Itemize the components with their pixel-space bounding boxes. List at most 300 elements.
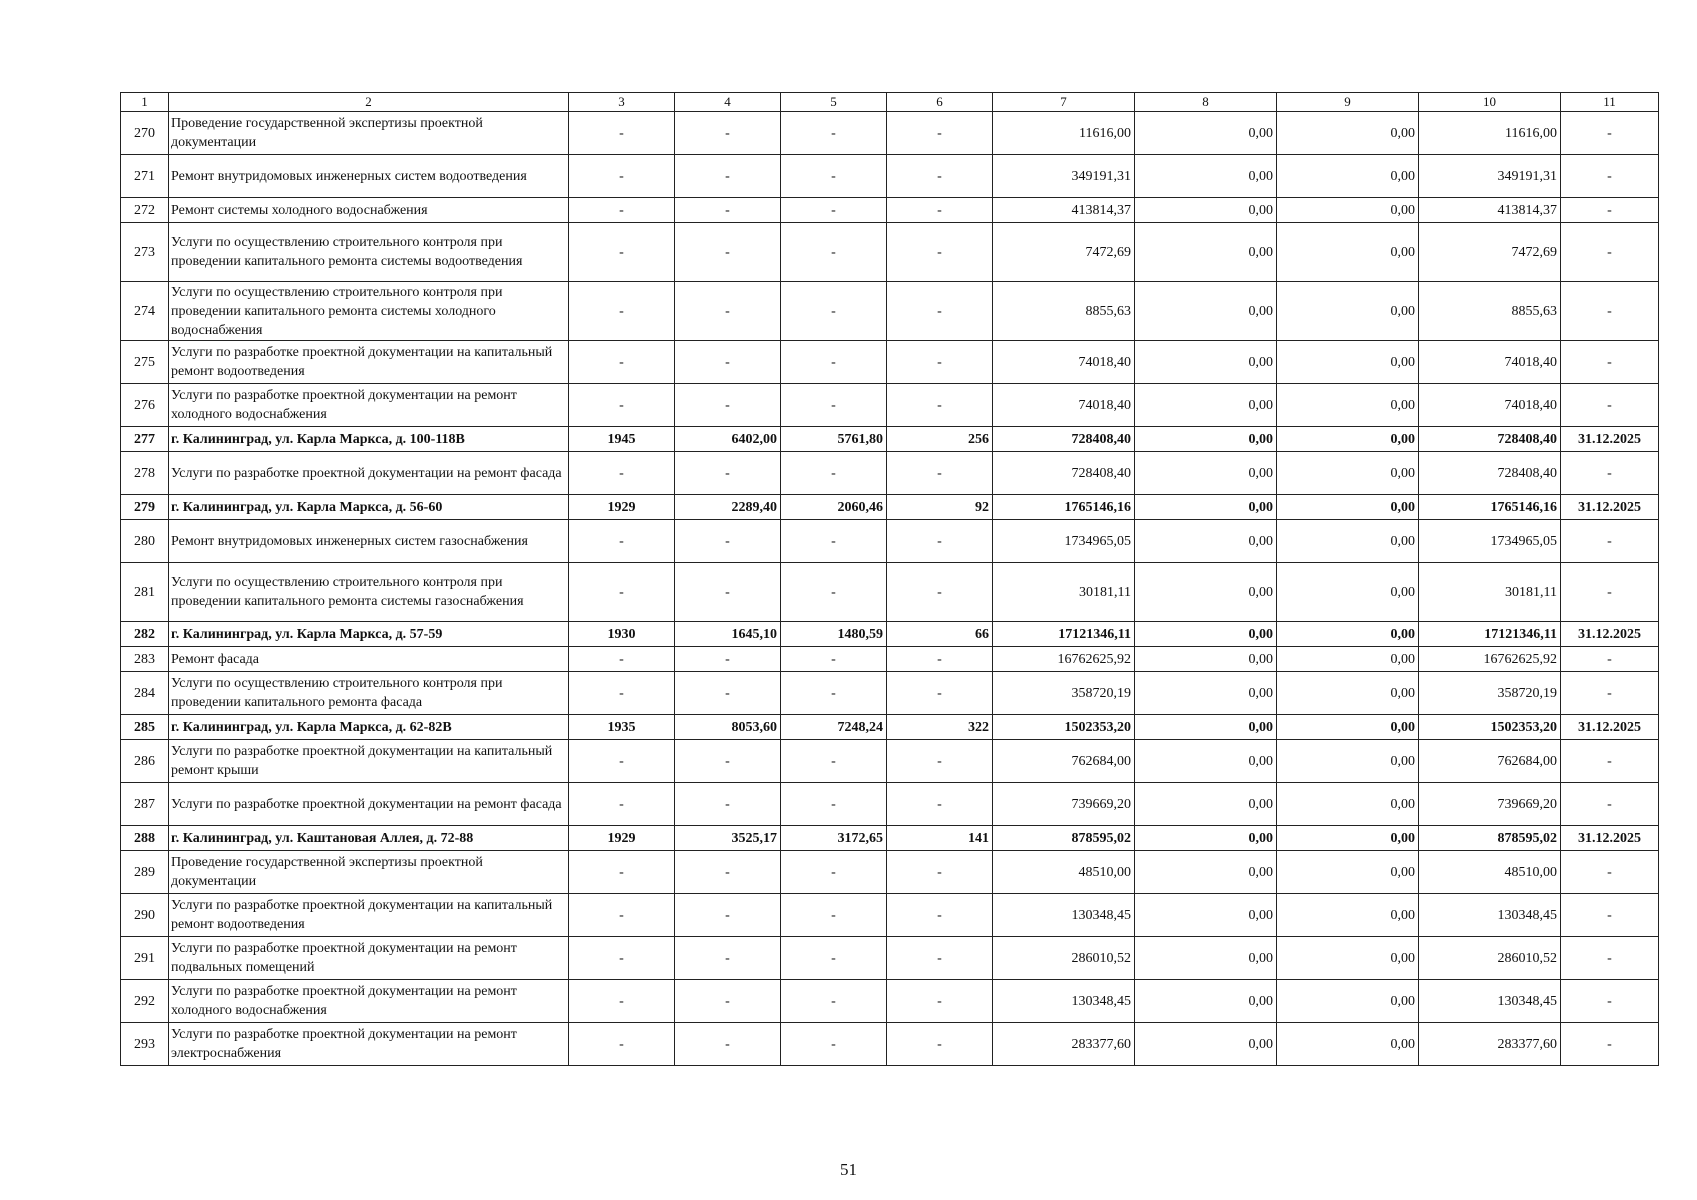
work-description: Услуги по разработке проектной документации на ремонт фасада [169, 783, 569, 826]
area-total-cell: - [675, 980, 781, 1023]
work-description: Ремонт системы холодного водоснабжения [169, 198, 569, 223]
table-row [121, 384, 1659, 427]
fund-cell: 0,00 [1135, 112, 1277, 155]
year-cell: - [569, 783, 675, 826]
fund-cell: 0,00 [1135, 155, 1277, 198]
table-row-address [121, 715, 1659, 740]
year-cell: - [569, 520, 675, 563]
work-description: г. Калининград, ул. Карла Маркса, д. 56-60 [169, 495, 569, 520]
deadline-cell: - [1561, 341, 1659, 384]
area-total-cell: 8053,60 [675, 715, 781, 740]
column-header: 10 [1419, 93, 1561, 112]
owners-funds-cell: 286010,52 [1419, 937, 1561, 980]
year-cell: - [569, 937, 675, 980]
area-living-cell: - [781, 452, 887, 495]
cost-total-cell: 16762625,92 [993, 647, 1135, 672]
row-number: 291 [121, 937, 169, 980]
area-living-cell: - [781, 672, 887, 715]
owners-funds-cell: 8855,63 [1419, 282, 1561, 341]
work-description: Услуги по разработке проектной документации на ремонт электроснабжения [169, 1023, 569, 1066]
cost-total-cell: 7472,69 [993, 223, 1135, 282]
year-cell: - [569, 894, 675, 937]
cost-total-cell: 8855,63 [993, 282, 1135, 341]
table-row [121, 937, 1659, 980]
year-cell: - [569, 851, 675, 894]
table-row [121, 341, 1659, 384]
residents-cell: - [887, 384, 993, 427]
area-total-cell: - [675, 937, 781, 980]
residents-cell: - [887, 520, 993, 563]
owners-funds-cell: 728408,40 [1419, 452, 1561, 495]
budget-cell: 0,00 [1277, 783, 1419, 826]
cost-total-cell: 728408,40 [993, 452, 1135, 495]
residents-cell: - [887, 783, 993, 826]
residents-cell: - [887, 980, 993, 1023]
table-row-address [121, 622, 1659, 647]
area-total-cell: - [675, 384, 781, 427]
deadline-cell: - [1561, 520, 1659, 563]
cost-total-cell: 283377,60 [993, 1023, 1135, 1066]
work-description: Услуги по разработке проектной документации на капитальный ремонт водоотведения [169, 894, 569, 937]
budget-cell: 0,00 [1277, 715, 1419, 740]
year-cell: - [569, 1023, 675, 1066]
area-living-cell: - [781, 112, 887, 155]
area-total-cell: - [675, 155, 781, 198]
table-row [121, 563, 1659, 622]
owners-funds-cell: 349191,31 [1419, 155, 1561, 198]
fund-cell: 0,00 [1135, 715, 1277, 740]
area-living-cell: - [781, 937, 887, 980]
area-total-cell: - [675, 851, 781, 894]
budget-cell: 0,00 [1277, 341, 1419, 384]
work-description: Услуги по разработке проектной документации на ремонт фасада [169, 452, 569, 495]
budget-cell: 0,00 [1277, 427, 1419, 452]
area-total-cell: - [675, 647, 781, 672]
row-number: 292 [121, 980, 169, 1023]
table-row [121, 520, 1659, 563]
column-header: 8 [1135, 93, 1277, 112]
budget-cell: 0,00 [1277, 647, 1419, 672]
area-total-cell: - [675, 112, 781, 155]
fund-cell: 0,00 [1135, 851, 1277, 894]
cost-total-cell: 74018,40 [993, 341, 1135, 384]
owners-funds-cell: 878595,02 [1419, 826, 1561, 851]
budget-cell: 0,00 [1277, 384, 1419, 427]
table-row [121, 282, 1659, 341]
fund-cell: 0,00 [1135, 495, 1277, 520]
fund-cell: 0,00 [1135, 198, 1277, 223]
area-living-cell: 2060,46 [781, 495, 887, 520]
area-living-cell: - [781, 980, 887, 1023]
work-description: Услуги по осуществлению строительного контроля при проведении капитального ремонта системы водоотведения [169, 223, 569, 282]
year-cell: - [569, 647, 675, 672]
area-living-cell: - [781, 282, 887, 341]
budget-cell: 0,00 [1277, 672, 1419, 715]
cost-total-cell: 762684,00 [993, 740, 1135, 783]
table-row [121, 452, 1659, 495]
area-total-cell: 6402,00 [675, 427, 781, 452]
residents-cell: 256 [887, 427, 993, 452]
owners-funds-cell: 74018,40 [1419, 384, 1561, 427]
residents-cell: - [887, 155, 993, 198]
fund-cell: 0,00 [1135, 384, 1277, 427]
deadline-cell: - [1561, 112, 1659, 155]
owners-funds-cell: 30181,11 [1419, 563, 1561, 622]
column-header: 4 [675, 93, 781, 112]
deadline-cell: 31.12.2025 [1561, 427, 1659, 452]
owners-funds-cell: 17121346,11 [1419, 622, 1561, 647]
owners-funds-cell: 7472,69 [1419, 223, 1561, 282]
fund-cell: 0,00 [1135, 563, 1277, 622]
residents-cell: - [887, 937, 993, 980]
residents-cell: - [887, 563, 993, 622]
area-total-cell: - [675, 672, 781, 715]
fund-cell: 0,00 [1135, 622, 1277, 647]
cost-total-cell: 1765146,16 [993, 495, 1135, 520]
deadline-cell: - [1561, 672, 1659, 715]
area-total-cell: 2289,40 [675, 495, 781, 520]
table-row [121, 198, 1659, 223]
area-total-cell: 3525,17 [675, 826, 781, 851]
residents-cell: - [887, 341, 993, 384]
residents-cell: - [887, 894, 993, 937]
year-cell: - [569, 223, 675, 282]
deadline-cell: - [1561, 563, 1659, 622]
deadline-cell: 31.12.2025 [1561, 495, 1659, 520]
work-description: Ремонт внутридомовых инженерных систем газоснабжения [169, 520, 569, 563]
work-description: г. Калининград, ул. Карла Маркса, д. 57-59 [169, 622, 569, 647]
fund-cell: 0,00 [1135, 740, 1277, 783]
year-cell: - [569, 672, 675, 715]
area-total-cell: - [675, 783, 781, 826]
cost-total-cell: 1502353,20 [993, 715, 1135, 740]
area-living-cell: - [781, 1023, 887, 1066]
deadline-cell: - [1561, 384, 1659, 427]
fund-cell: 0,00 [1135, 980, 1277, 1023]
row-number: 289 [121, 851, 169, 894]
deadline-cell: - [1561, 155, 1659, 198]
cost-total-cell: 48510,00 [993, 851, 1135, 894]
budget-cell: 0,00 [1277, 894, 1419, 937]
deadline-cell: 31.12.2025 [1561, 622, 1659, 647]
area-living-cell: - [781, 851, 887, 894]
area-living-cell: - [781, 223, 887, 282]
budget-cell: 0,00 [1277, 851, 1419, 894]
budget-cell: 0,00 [1277, 452, 1419, 495]
work-description: г. Калининград, ул. Карла Маркса, д. 62-82В [169, 715, 569, 740]
table-row [121, 1023, 1659, 1066]
fund-cell: 0,00 [1135, 341, 1277, 384]
year-cell: 1930 [569, 622, 675, 647]
budget-cell: 0,00 [1277, 826, 1419, 851]
row-number: 270 [121, 112, 169, 155]
work-description: Ремонт внутридомовых инженерных систем водоотведения [169, 155, 569, 198]
residents-cell: 322 [887, 715, 993, 740]
budget-cell: 0,00 [1277, 622, 1419, 647]
year-cell: - [569, 341, 675, 384]
data-table [120, 92, 1659, 1066]
row-number: 280 [121, 520, 169, 563]
cost-total-cell: 30181,11 [993, 563, 1135, 622]
area-living-cell: 5761,80 [781, 427, 887, 452]
row-number: 275 [121, 341, 169, 384]
budget-cell: 0,00 [1277, 155, 1419, 198]
area-living-cell: 1480,59 [781, 622, 887, 647]
fund-cell: 0,00 [1135, 223, 1277, 282]
table-row [121, 783, 1659, 826]
cost-total-cell: 17121346,11 [993, 622, 1135, 647]
year-cell: - [569, 155, 675, 198]
column-header: 2 [169, 93, 569, 112]
row-number: 271 [121, 155, 169, 198]
work-description: Ремонт фасада [169, 647, 569, 672]
budget-cell: 0,00 [1277, 282, 1419, 341]
fund-cell: 0,00 [1135, 937, 1277, 980]
work-description: Услуги по осуществлению строительного контроля при проведении капитального ремонта системы холодного водоснабжения [169, 282, 569, 341]
fund-cell: 0,00 [1135, 894, 1277, 937]
area-living-cell: - [781, 155, 887, 198]
row-number: 281 [121, 563, 169, 622]
year-cell: 1945 [569, 427, 675, 452]
column-header: 6 [887, 93, 993, 112]
cost-total-cell: 11616,00 [993, 112, 1135, 155]
owners-funds-cell: 74018,40 [1419, 341, 1561, 384]
row-number: 276 [121, 384, 169, 427]
owners-funds-cell: 1502353,20 [1419, 715, 1561, 740]
owners-funds-cell: 130348,45 [1419, 980, 1561, 1023]
budget-cell: 0,00 [1277, 1023, 1419, 1066]
owners-funds-cell: 728408,40 [1419, 427, 1561, 452]
table-row [121, 112, 1659, 155]
work-description: Услуги по разработке проектной документации на ремонт подвальных помещений [169, 937, 569, 980]
column-header: 9 [1277, 93, 1419, 112]
cost-total-cell: 1734965,05 [993, 520, 1135, 563]
column-header: 1 [121, 93, 169, 112]
work-description: Услуги по разработке проектной документации на ремонт холодного водоснабжения [169, 384, 569, 427]
deadline-cell: 31.12.2025 [1561, 826, 1659, 851]
budget-cell: 0,00 [1277, 563, 1419, 622]
row-number: 283 [121, 647, 169, 672]
year-cell: - [569, 384, 675, 427]
fund-cell: 0,00 [1135, 647, 1277, 672]
deadline-cell: - [1561, 223, 1659, 282]
residents-cell: 92 [887, 495, 993, 520]
area-living-cell: - [781, 341, 887, 384]
cost-total-cell: 130348,45 [993, 980, 1135, 1023]
budget-cell: 0,00 [1277, 937, 1419, 980]
year-cell: - [569, 563, 675, 622]
area-total-cell: - [675, 223, 781, 282]
table-row [121, 851, 1659, 894]
area-total-cell: - [675, 452, 781, 495]
fund-cell: 0,00 [1135, 427, 1277, 452]
column-header: 7 [993, 93, 1135, 112]
row-number: 286 [121, 740, 169, 783]
cost-total-cell: 413814,37 [993, 198, 1135, 223]
area-living-cell: - [781, 198, 887, 223]
deadline-cell: - [1561, 740, 1659, 783]
row-number: 273 [121, 223, 169, 282]
fund-cell: 0,00 [1135, 672, 1277, 715]
year-cell: - [569, 282, 675, 341]
row-number: 272 [121, 198, 169, 223]
budget-cell: 0,00 [1277, 520, 1419, 563]
cost-total-cell: 728408,40 [993, 427, 1135, 452]
deadline-cell: - [1561, 980, 1659, 1023]
area-total-cell: - [675, 563, 781, 622]
residents-cell: - [887, 282, 993, 341]
work-description: Услуги по осуществлению строительного контроля при проведении капитального ремонта системы газоснабжения [169, 563, 569, 622]
owners-funds-cell: 11616,00 [1419, 112, 1561, 155]
owners-funds-cell: 48510,00 [1419, 851, 1561, 894]
row-number: 293 [121, 1023, 169, 1066]
residents-cell: 66 [887, 622, 993, 647]
column-number-header-row [121, 93, 1659, 112]
cost-total-cell: 349191,31 [993, 155, 1135, 198]
cost-total-cell: 130348,45 [993, 894, 1135, 937]
column-header: 11 [1561, 93, 1659, 112]
area-total-cell: - [675, 282, 781, 341]
column-header: 3 [569, 93, 675, 112]
deadline-cell: - [1561, 452, 1659, 495]
column-header: 5 [781, 93, 887, 112]
deadline-cell: - [1561, 894, 1659, 937]
residents-cell: - [887, 672, 993, 715]
table-row-address [121, 826, 1659, 851]
residents-cell: - [887, 112, 993, 155]
cost-total-cell: 878595,02 [993, 826, 1135, 851]
budget-cell: 0,00 [1277, 980, 1419, 1023]
work-description: Услуги по разработке проектной документации на капитальный ремонт водоотведения [169, 341, 569, 384]
year-cell: - [569, 112, 675, 155]
year-cell: - [569, 198, 675, 223]
area-living-cell: - [781, 563, 887, 622]
table-row-address [121, 427, 1659, 452]
area-total-cell: - [675, 1023, 781, 1066]
area-living-cell: 3172,65 [781, 826, 887, 851]
area-living-cell: - [781, 520, 887, 563]
owners-funds-cell: 16762625,92 [1419, 647, 1561, 672]
row-number: 285 [121, 715, 169, 740]
budget-cell: 0,00 [1277, 198, 1419, 223]
deadline-cell: 31.12.2025 [1561, 715, 1659, 740]
area-living-cell: 7248,24 [781, 715, 887, 740]
work-description: г. Калининград, ул. Карла Маркса, д. 100-118В [169, 427, 569, 452]
residents-cell: 141 [887, 826, 993, 851]
work-description: Услуги по осуществлению строительного контроля при проведении капитального ремонта фасада [169, 672, 569, 715]
table-row [121, 740, 1659, 783]
work-description: Проведение государственной экспертизы проектной документации [169, 112, 569, 155]
row-number: 290 [121, 894, 169, 937]
area-living-cell: - [781, 740, 887, 783]
area-living-cell: - [781, 647, 887, 672]
owners-funds-cell: 283377,60 [1419, 1023, 1561, 1066]
fund-cell: 0,00 [1135, 826, 1277, 851]
budget-cell: 0,00 [1277, 223, 1419, 282]
row-number: 274 [121, 282, 169, 341]
table-body [121, 93, 1659, 1066]
cost-total-cell: 286010,52 [993, 937, 1135, 980]
fund-cell: 0,00 [1135, 1023, 1277, 1066]
year-cell: 1929 [569, 826, 675, 851]
year-cell: - [569, 980, 675, 1023]
residents-cell: - [887, 223, 993, 282]
row-number: 282 [121, 622, 169, 647]
row-number: 277 [121, 427, 169, 452]
area-total-cell: 1645,10 [675, 622, 781, 647]
year-cell: 1929 [569, 495, 675, 520]
page-number: 51 [840, 1160, 857, 1179]
row-number: 279 [121, 495, 169, 520]
residents-cell: - [887, 647, 993, 672]
row-number: 284 [121, 672, 169, 715]
table-row [121, 980, 1659, 1023]
table-row [121, 155, 1659, 198]
work-description: Услуги по разработке проектной документации на ремонт холодного водоснабжения [169, 980, 569, 1023]
fund-cell: 0,00 [1135, 520, 1277, 563]
table-row [121, 672, 1659, 715]
year-cell: - [569, 740, 675, 783]
row-number: 278 [121, 452, 169, 495]
work-description: Услуги по разработке проектной документации на капитальный ремонт крыши [169, 740, 569, 783]
owners-funds-cell: 1765146,16 [1419, 495, 1561, 520]
row-number: 287 [121, 783, 169, 826]
budget-cell: 0,00 [1277, 740, 1419, 783]
owners-funds-cell: 739669,20 [1419, 783, 1561, 826]
table-row [121, 223, 1659, 282]
owners-funds-cell: 1734965,05 [1419, 520, 1561, 563]
area-total-cell: - [675, 894, 781, 937]
area-total-cell: - [675, 740, 781, 783]
fund-cell: 0,00 [1135, 783, 1277, 826]
table-row [121, 894, 1659, 937]
deadline-cell: - [1561, 783, 1659, 826]
area-living-cell: - [781, 894, 887, 937]
residents-cell: - [887, 851, 993, 894]
table-row [121, 647, 1659, 672]
work-description: г. Калининград, ул. Каштановая Аллея, д. 72-88 [169, 826, 569, 851]
area-living-cell: - [781, 384, 887, 427]
budget-cell: 0,00 [1277, 112, 1419, 155]
cost-total-cell: 739669,20 [993, 783, 1135, 826]
residents-cell: - [887, 1023, 993, 1066]
area-total-cell: - [675, 341, 781, 384]
deadline-cell: - [1561, 198, 1659, 223]
area-total-cell: - [675, 198, 781, 223]
cost-total-cell: 358720,19 [993, 672, 1135, 715]
row-number: 288 [121, 826, 169, 851]
deadline-cell: - [1561, 1023, 1659, 1066]
budget-cell: 0,00 [1277, 495, 1419, 520]
year-cell: - [569, 452, 675, 495]
area-total-cell: - [675, 520, 781, 563]
owners-funds-cell: 413814,37 [1419, 198, 1561, 223]
residents-cell: - [887, 452, 993, 495]
deadline-cell: - [1561, 282, 1659, 341]
area-living-cell: - [781, 783, 887, 826]
cost-total-cell: 74018,40 [993, 384, 1135, 427]
owners-funds-cell: 130348,45 [1419, 894, 1561, 937]
fund-cell: 0,00 [1135, 282, 1277, 341]
owners-funds-cell: 358720,19 [1419, 672, 1561, 715]
table-row-address [121, 495, 1659, 520]
owners-funds-cell: 762684,00 [1419, 740, 1561, 783]
year-cell: 1935 [569, 715, 675, 740]
residents-cell: - [887, 198, 993, 223]
residents-cell: - [887, 740, 993, 783]
fund-cell: 0,00 [1135, 452, 1277, 495]
deadline-cell: - [1561, 647, 1659, 672]
